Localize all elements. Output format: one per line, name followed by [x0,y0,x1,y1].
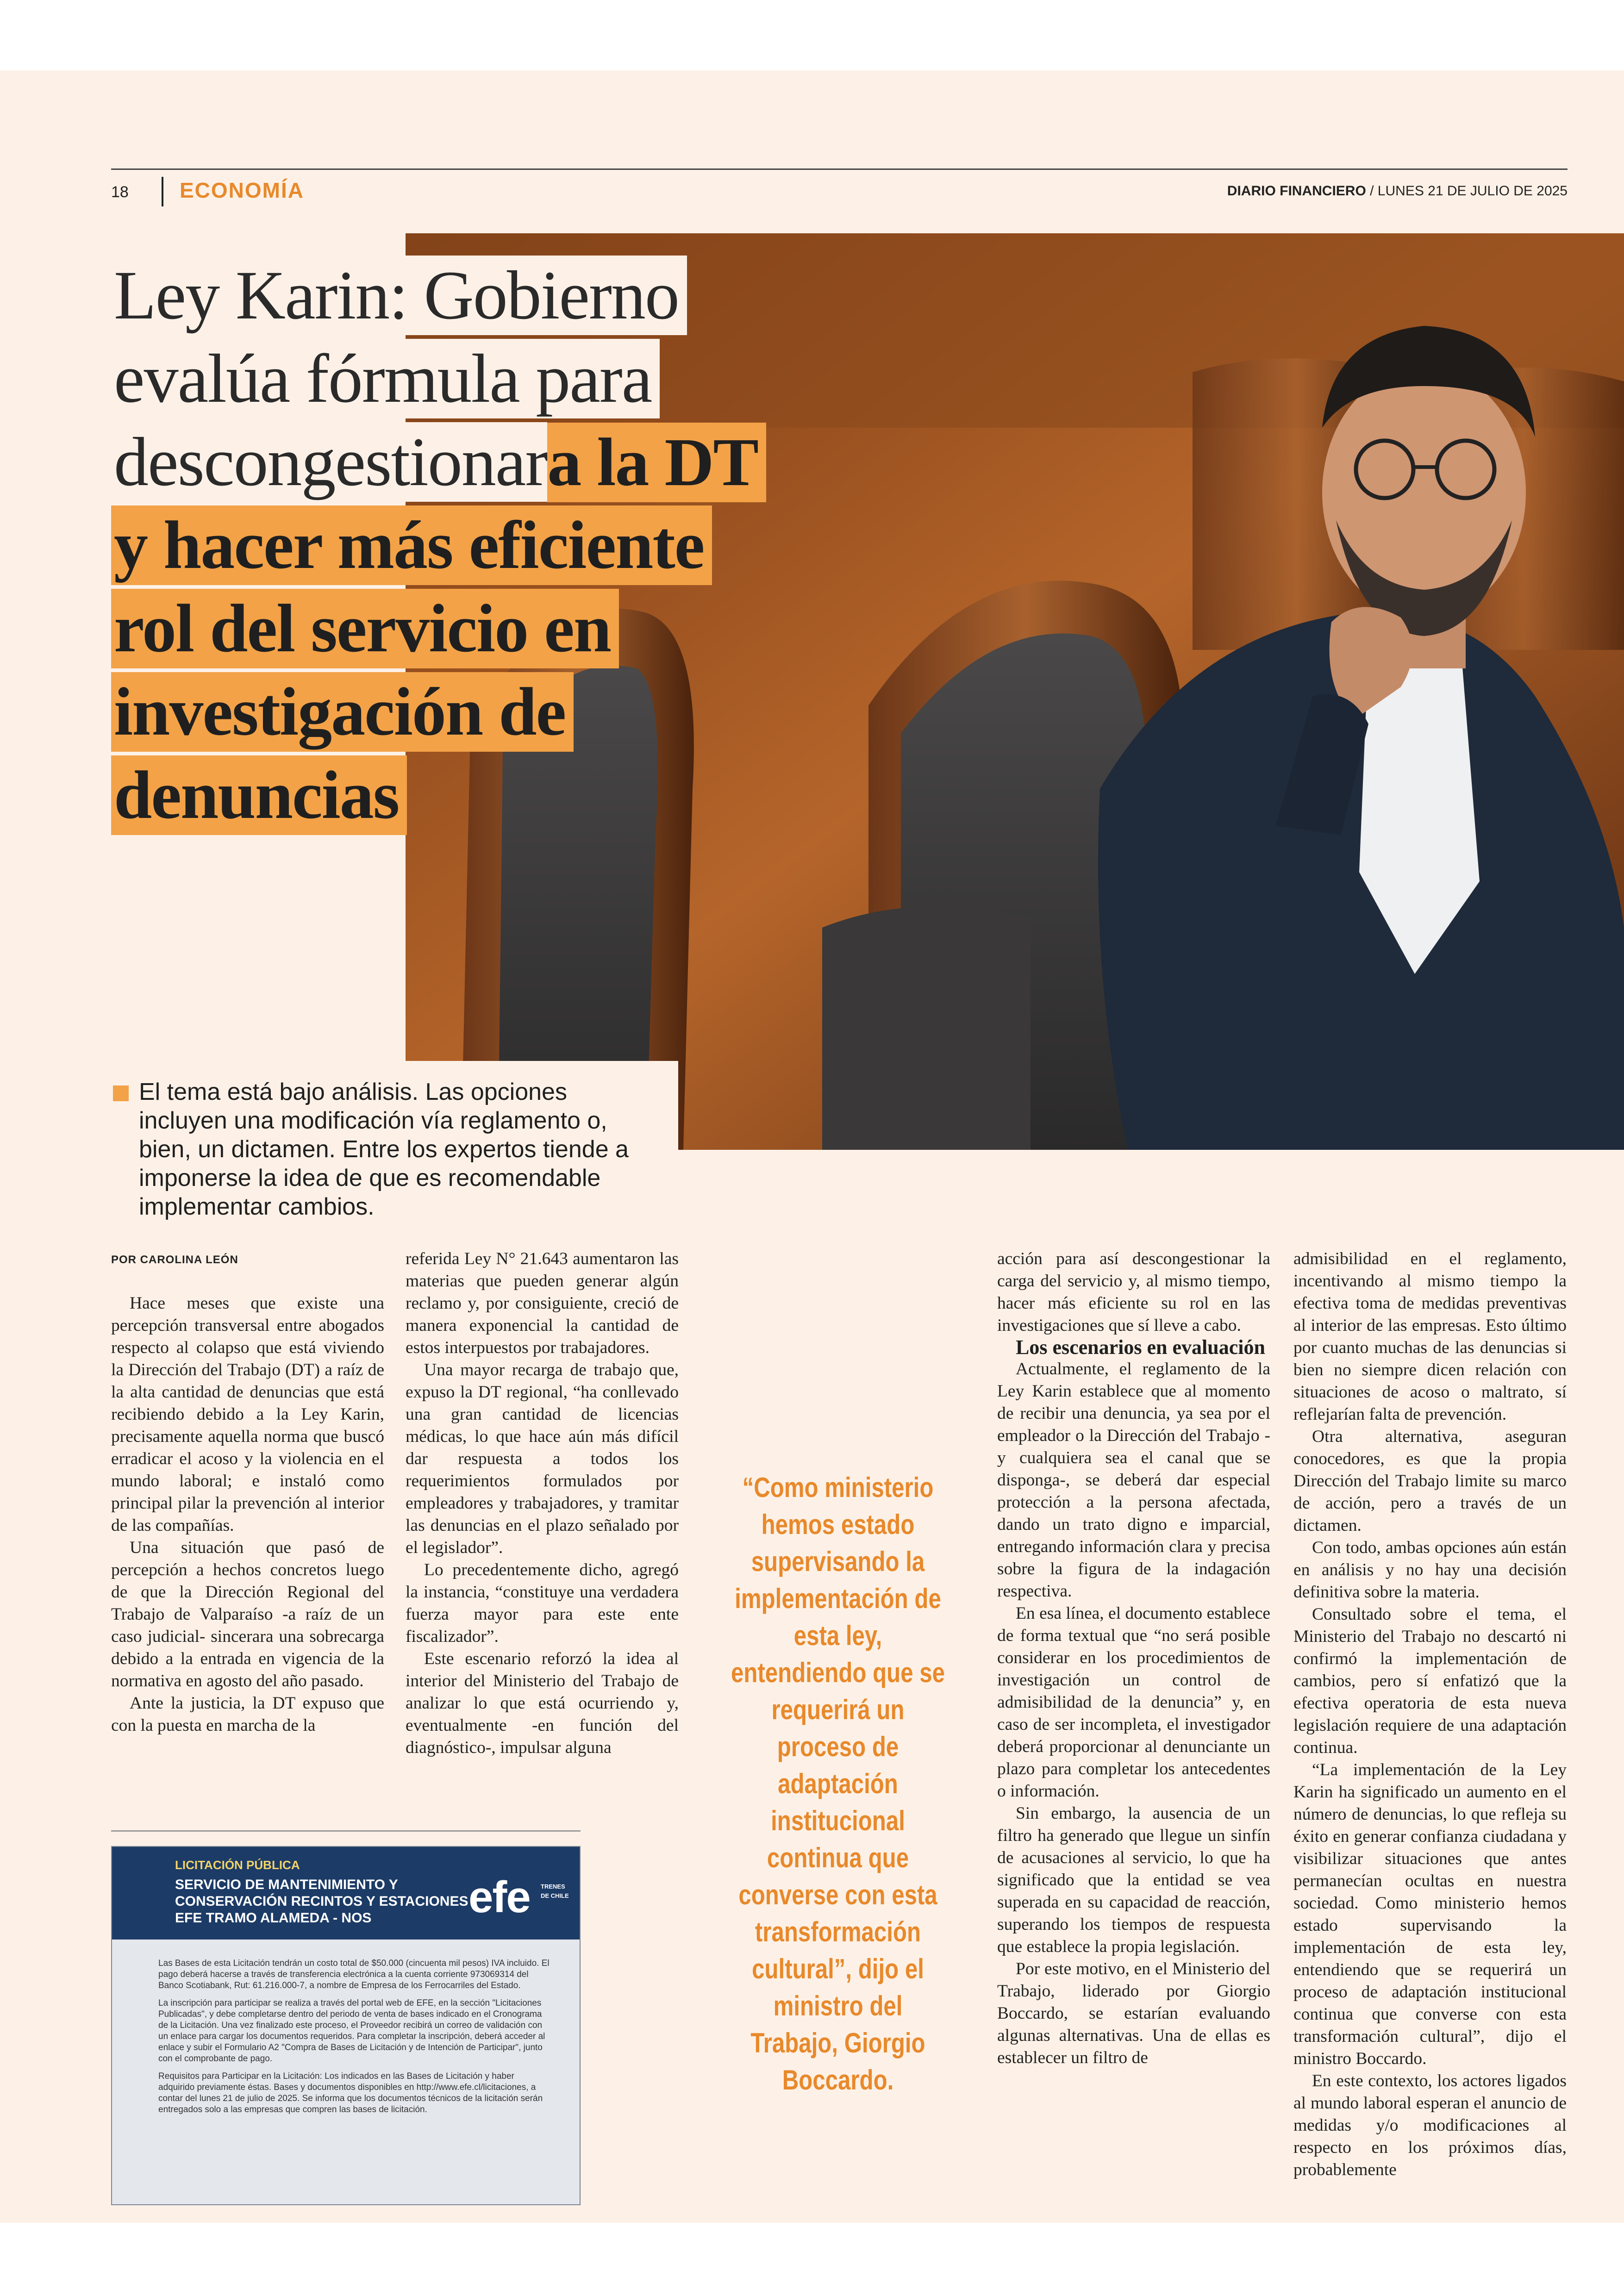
paragraph: Otra alternativa, aseguran conocedores, es que la propia Dirección del Trabajo limite su marco de acción, pero a través de un dictamen. [1293,1427,1567,1535]
paragraph: Este escenario reforzó la idea al interior del Ministerio del Trabajo de analizar lo que está ocurriendo y, eventualmente -en función del diagnóstico-, impulsar alguna [406,1649,679,1757]
article-column-2 [406,1248,679,1759]
newspaper-page [0,70,1624,2223]
paragraph: acción para así descongestionar la carga del servicio y, al mismo tiempo, hacer más eficiente su rol en las investigaciones que sí lleve a cabo. [997,1249,1270,1335]
tender-advertisement [111,1846,581,2205]
paragraph: En este contexto, los actores ligados al mundo laboral esperan el anuncio de medidas y/o modificaciones al respecto en los próximos días, probablemente [1293,2071,1567,2179]
headline-line-4: y hacer más eficiente [111,505,712,585]
paragraph: “La implementación de la Ley Karin ha significado un aumento en el número de denuncias, lo que refleja su éxito en generar confianza ciudadana y visibilizar situaciones que antes permanecían ocultas en nuestra sociedad. Como ministerio hemos estado supervisando la implementación de esta ley, entendiendo que se requerirá un proceso de adaptación institucional continua que converse con esta transformación cultural”, dijo el ministro Boccardo. [1293,1760,1567,2068]
paragraph: referida Ley N° 21.643 aumentaron las materias que pueden generar algún reclamo y, por consiguiente, creció de manera exponencial la cantidad de estos interpuestos por trabajadores. [406,1249,679,1357]
paragraph: Lo precedentemente dicho, agregó la instancia, “constituye una verdadera fuerza mayor para este ente fiscalizador”. [406,1560,679,1646]
article-column-4 [1293,1248,1567,2181]
dateline [1227,183,1568,199]
paragraph: En esa línea, el documento establece de forma textual que “no será posible considerar en los procedimientos de investigación un control de admisibilidad de la denuncia” y, en caso de ser incompleta, el investigador deberá proporcionar al denunciante un plazo para completar los antecedentes o información. [997,1604,1270,1801]
headline-line-5: rol del servicio en [111,589,619,668]
paragraph: Con todo, ambas opciones aún están en análisis y no hay una decisión definitiva sobre la materia. [1293,1538,1567,1602]
headline-line-7: denuncias [111,755,407,835]
lead-text: El tema está bajo análisis. Las opciones incluyen una modificación vía reglamento o, bien, un dictamen. Entre los expertos tiende a imponerse la idea de que es recomendable implementar cambios. [139,1079,629,1220]
ad-divider [111,1830,581,1832]
headline-line-3-bold: a la DT [547,423,766,502]
header-divider [162,177,163,206]
article-column-3 [997,1248,1270,2069]
headline-line-2: evalúa fórmula para [111,339,660,418]
paragraph: Ante la justicia, la DT expuso que con la puesta en marcha de la [111,1694,384,1735]
paragraph: Una situación que pasó de percepción a hechos concretos luego de que la Dirección Regional del Trabajo de Valparaíso -a raíz de un caso judicial- sincerara una sobrecarga debido a la entrada en vigencia de la normativa en agosto del año pasado. [111,1538,384,1690]
ad-title: SERVICIO DE MANTENIMIENTO Y CONSERVACIÓN RECINTOS Y ESTACIONES EFE TRAMO ALAMEDA - NOS [175,1877,468,1926]
paragraph: Sin embargo, la ausencia de un filtro ha generado que llegue un sinfín de acusaciones al servicio, lo que ha significado que la entidad se vea superada en su capacidad de reacción, superando los tiempos de respuesta que establece la propia legislación. [997,1804,1270,1956]
paragraph: Actualmente, el reglamento de la Ley Karin establece que al momento de recibir una denuncia, ya sea por el empleador o la Dirección del Trabajo -y cualquiera sea el canal que se disponga-, se deberá dar especial protección a la persona afectada, dando un trato digno e imparcial, entregando información clara y precisa sobre la figura de la indagación respectiva. [997,1360,1270,1601]
article-column-1 [111,1292,384,1737]
paragraph: Por este motivo, en el Ministerio del Trabajo, liderado por Giorgio Boccardo, se estarían evaluando algunas alternativas. Una de ellas es establecer un filtro de [997,1959,1270,2067]
paragraph: Consultado sobre el tema, el Ministerio del Trabajo no descartó ni confirmó la implementación de cambios, pero sí enfatizó que la efectiva operatoria de esta nueva legislación requiere de una adaptación continua. [1293,1605,1567,1757]
ad-kicker: LICITACIÓN PÚBLICA [175,1858,300,1872]
page-number: 18 [111,183,129,201]
paragraph: Hace meses que existe una percepción transversal entre abogados respecto al colapso que está viviendo la Dirección del Trabajo (DT) a raíz de la alta cantidad de denuncias que está recibiendo debido a la Ley Karin, precisamente aquella norma que buscó erradicar el acoso y la violencia en el mundo laboral; e instaló como principal pilar la prevención al interior de las compañías. [111,1294,384,1535]
ad-paragraph: Requisitos para Participar en la Licitación: Los indicados en las Bases de Licitación y haber adquirido previamente éstas. Bases y documentos disponibles en http://www.efe.cl/licitaciones, a contar del lunes 21 de julio de 2025. Se informa que los documentos técnicos de la licitación serán entregados solo a las empresas que compren las bases de licitación. [158,2071,543,2114]
publication-date: / LUNES 21 DE JULIO DE 2025 [1370,183,1568,199]
ad-body [158,1958,552,2122]
ad-paragraph: Las Bases de esta Licitación tendrán un costo total de $50.000 (cincuenta mil pesos) IVA incluido. El pago deberá hacerse a través de transferencia electrónica a la cuenta corriente 973069314 del Banco Scotiabank, Rut: 61.216.000-7, a nombre de Empresa de los Ferrocarriles del Estado. [158,1958,550,1990]
section-name: ECONOMÍA [180,178,304,202]
subheading: Los escenarios en evaluación [1016,1336,1265,1359]
headline [111,256,991,839]
ad-paragraph: La inscripción para participar se realiza a través del portal web de EFE, en la sección "Licitaciones Publicadas", y debe completarse dentro del periodo de venta de bases indicado en el Cronograma de la Licitación. Una vez finalizado este proceso, el Proveedor recibirá un correo de validación con un enlace para cargar los documentos requeridos. Para completar la inscripción, deberá acceder al enlace y subir el Formulario A2 "Compra de Bases de Licitación y de Intención de Participar", junto con el comprobante de pago. [158,1998,545,2064]
efe-logo-tagline: TRENES DE CHILE [541,1883,569,1899]
paragraph: admisibilidad en el reglamento, incentivando al mismo tiempo la efectiva toma de medidas preventivas al interior de las empresas. Esto último por cuanto muchas de las denuncias si bien no siempre dicen relación con situaciones de acoso o maltrato, sí reflejarían falta de prevención. [1293,1249,1567,1424]
pull-quote: “Como ministerio hemos estado supervisando la implementación de esta ley, entendiendo que se requerirá un proceso de adaptación institucional continua que converse con esta transformación cultural”, dijo el ministro del Trabajo, Giorgio Boccardo. [731,1472,945,2095]
byline: POR CAROLINA LEÓN [111,1254,238,1266]
paragraph: Una mayor recarga de trabajo que, expuso la DT regional, “ha conllevado una gran cantidad de licencias médicas, lo que hace aún más difícil dar respuesta a todos los requerimientos formulados por empleadores y trabajadores, y tramitar las denuncias en el plazo señalado por el legislador”. [406,1360,679,1557]
headline-line-3-light: descongestionar [111,422,547,502]
header-rule [111,168,1568,170]
headline-line-1: Ley Karin: Gobierno [111,256,687,335]
lead-bullet-icon [113,1085,129,1101]
headline-line-6: investigación de [111,672,574,752]
efe-logo: efe [468,1872,530,1922]
publication-name: DIARIO FINANCIERO [1227,183,1366,199]
